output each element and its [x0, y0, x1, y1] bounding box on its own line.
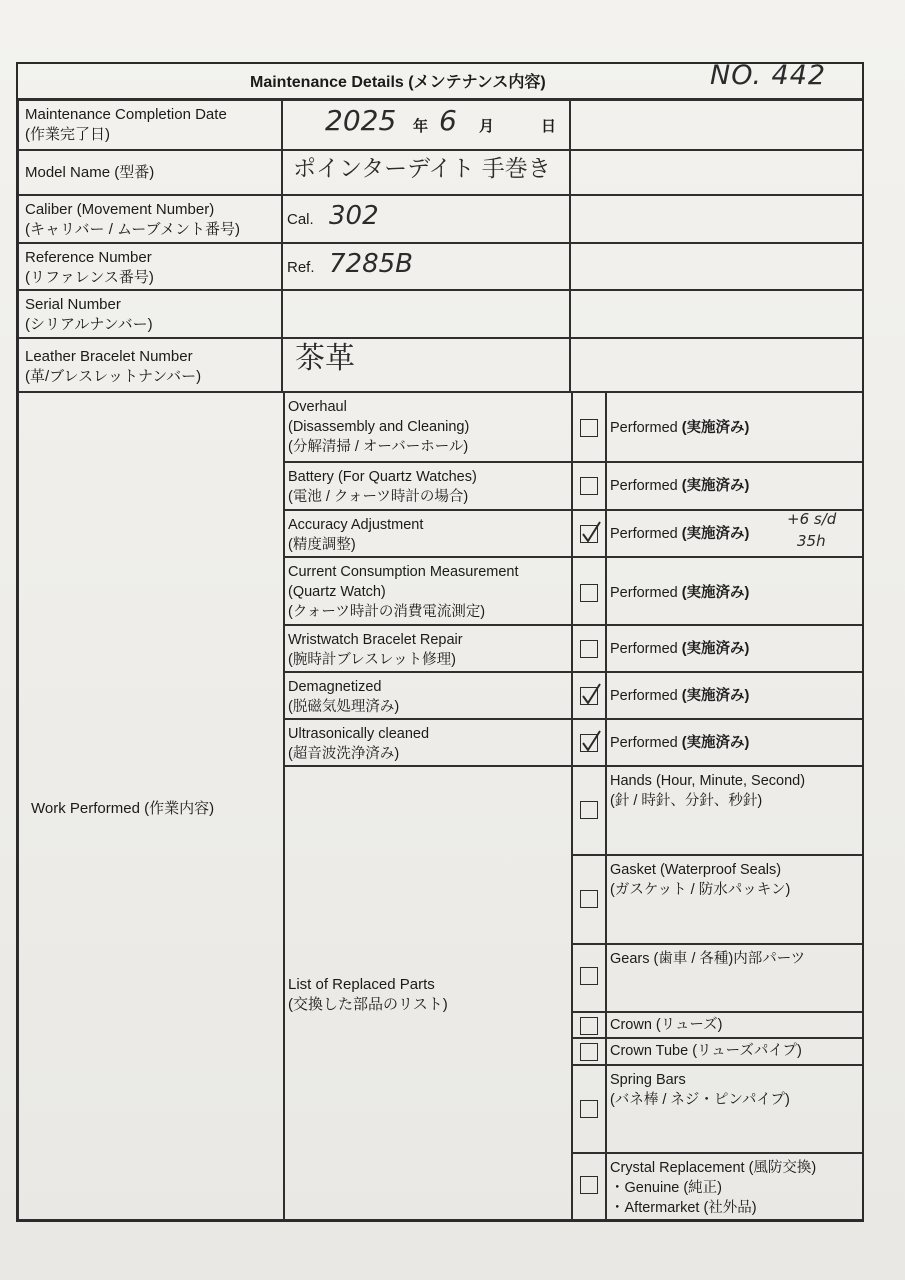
part-line: (ガスケット / 防水パッキン) [610, 882, 791, 898]
performed-text-jp: (実施済み) [677, 688, 750, 704]
work-item-line: Current Consumption Measurement [288, 564, 519, 580]
replaced-parts-label-jp: (交換した部品のリスト) [288, 996, 448, 1013]
performed-text-en: Performed [610, 585, 678, 601]
work-item-line: Accuracy Adjustment [288, 517, 424, 533]
caliber-value: 302 [329, 201, 379, 231]
part-line: ・Genuine (純正) [610, 1180, 723, 1196]
part-line: (針 / 時針、分針、秒針) [610, 793, 763, 809]
form-title-en: Maintenance Details [250, 74, 404, 91]
work-item-line: (脱磁気処理済み) [288, 699, 400, 715]
accuracy-note-hours: 35h [797, 532, 826, 550]
reference-prefix: Ref. [287, 259, 315, 276]
part-line: Crown (リューズ) [610, 1017, 723, 1033]
form-border [16, 62, 864, 1222]
performed-text-en: Performed [610, 526, 678, 542]
performed-text-en: Performed [610, 641, 678, 657]
performed-text-jp: (実施済み) [677, 585, 750, 601]
replaced-parts-label-en: List of Replaced Parts [288, 976, 435, 993]
reference-label-en: Reference Number [25, 249, 152, 266]
model-name-value: ポインターデイト 手巻き [293, 156, 551, 182]
reference-label-jp: (リファレンス番号) [25, 269, 154, 286]
work-item-line: (クォーツ時計の消費電流測定) [288, 604, 486, 620]
completion-month: 6 [439, 104, 457, 137]
work-item-line: (分解清掃 / オーバーホール) [288, 439, 469, 455]
completion-year: 2025 [325, 104, 397, 137]
serial-label-en: Serial Number [25, 296, 121, 313]
leather-label-jp: (革/ブレスレットナンバー) [25, 368, 202, 385]
part-line: Crown Tube (リューズパイプ) [610, 1043, 802, 1059]
form-title-jp: (メンテナンス内容) [408, 74, 546, 91]
work-item-line: (電池 / クォーツ時計の場合) [288, 489, 469, 505]
completion-date-label-jp: (作業完了日) [25, 126, 110, 143]
form-number-value: 442 [771, 60, 827, 91]
work-item-line: Wristwatch Bracelet Repair [288, 632, 463, 648]
part-line: (バネ棒 / ネジ・ピンパイプ) [610, 1092, 790, 1108]
caliber-label-jp: (キャリバー / ムーブメント番号) [25, 221, 240, 238]
completion-date-label-en: Maintenance Completion Date [25, 106, 227, 123]
part-line: Crystal Replacement (風防交換) [610, 1160, 817, 1176]
reference-value: 7285B [329, 249, 414, 279]
work-item-line: Ultrasonically cleaned [288, 726, 430, 742]
work-item-line: Battery (For Quartz Watches) [288, 469, 477, 485]
day-unit: 日 [541, 118, 557, 135]
caliber-prefix: Cal. [287, 211, 314, 228]
model-name-label-jp: (型番) [114, 164, 155, 181]
work-item-line: (精度調整) [288, 537, 356, 553]
work-item-line: (Quartz Watch) [288, 584, 386, 600]
part-line: ・Aftermarket (社外品) [610, 1200, 757, 1216]
part-line: Hands (Hour, Minute, Second) [610, 773, 806, 789]
accuracy-note-rate: +6 s/d [787, 510, 837, 528]
part-line: Spring Bars [610, 1072, 686, 1088]
work-item-line: Overhaul [288, 399, 347, 415]
work-performed-label-jp: (作業内容) [144, 800, 215, 817]
performed-text-jp: (実施済み) [677, 478, 750, 494]
part-line: Gears (歯車 / 各種)内部パーツ [610, 951, 806, 967]
leather-value: 茶革 [295, 341, 355, 376]
serial-label-jp: (シリアルナンバー) [25, 316, 153, 333]
work-item-line: (超音波洗浄済み) [288, 746, 400, 762]
year-unit: 年 [413, 118, 429, 135]
form-number-label: NO. [710, 60, 762, 91]
performed-text-en: Performed [610, 478, 678, 494]
work-item-line: (Disassembly and Cleaning) [288, 419, 470, 435]
leather-label-en: Leather Bracelet Number [25, 348, 193, 365]
work-performed-label-en: Work Performed [31, 800, 140, 817]
work-item-line: (腕時計ブレスレット修理) [288, 652, 456, 668]
performed-text-jp: (実施済み) [677, 526, 750, 542]
part-line: Gasket (Waterproof Seals) [610, 862, 782, 878]
performed-text-jp: (実施済み) [677, 641, 750, 657]
performed-text-en: Performed [610, 420, 678, 436]
work-item-line: Demagnetized [288, 679, 382, 695]
performed-text-en: Performed [610, 735, 678, 751]
performed-text-jp: (実施済み) [677, 420, 750, 436]
performed-text-en: Performed [610, 688, 678, 704]
model-name-label-en: Model Name [25, 164, 111, 181]
caliber-label-en: Caliber (Movement Number) [25, 201, 215, 218]
performed-text-jp: (実施済み) [677, 735, 750, 751]
month-unit: 月 [479, 118, 495, 135]
